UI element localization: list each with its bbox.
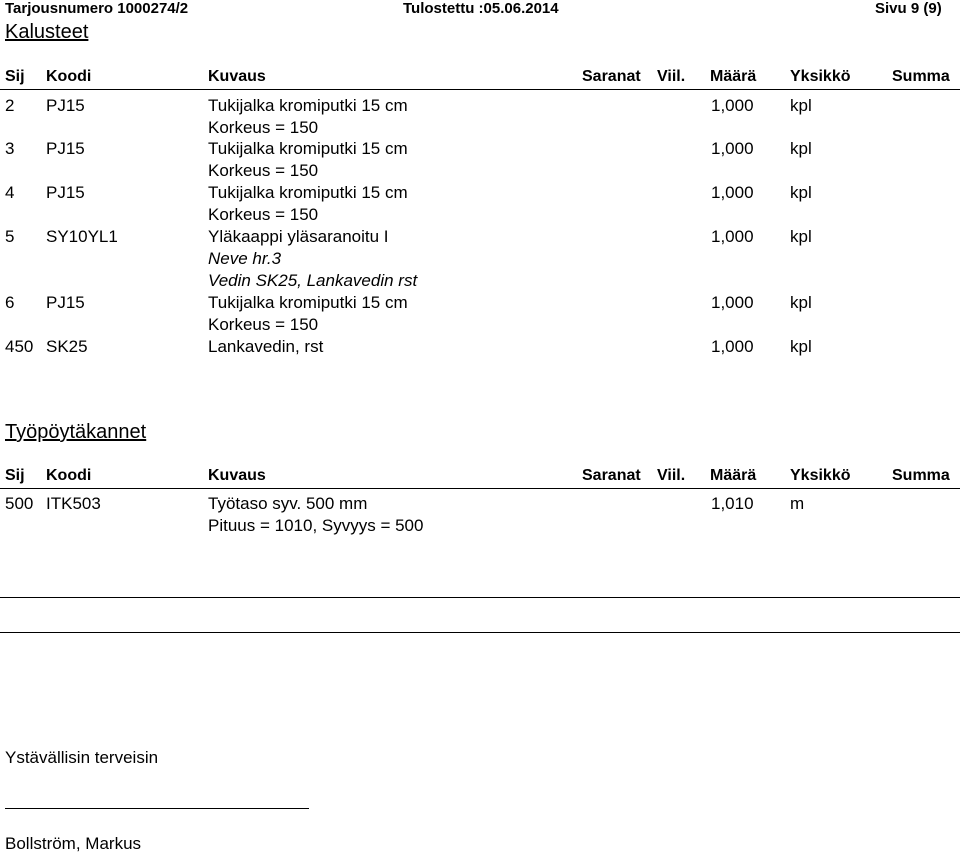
section-title-tyopoytakannet: Työpöytäkannet: [5, 421, 147, 443]
header-rule: [0, 89, 960, 90]
row-koodi: PJ15: [46, 96, 85, 115]
signature-line: [5, 808, 309, 809]
row-yksikko: kpl: [790, 293, 812, 312]
row-kuvaus: Tukijalka kromiputki 15 cm: [208, 96, 408, 115]
totals-rule-top: [0, 597, 960, 598]
row-maara: 1,000: [711, 337, 754, 356]
row-yksikko: kpl: [790, 227, 812, 246]
row-maara: 1,000: [711, 183, 754, 202]
row-sij: 3: [5, 139, 15, 158]
col-sij: Sij: [5, 467, 25, 484]
row-kuvaus: Työtaso syv. 500 mm: [208, 494, 368, 513]
row-yksikko: kpl: [790, 183, 812, 202]
col-summa: Summa: [892, 467, 950, 484]
row-yksikko: kpl: [790, 96, 812, 115]
page-number: Sivu 9 (9): [875, 0, 942, 17]
row-maara: 1,000: [711, 293, 754, 312]
row-sij: 450: [5, 337, 34, 356]
row-yksikko: m: [790, 494, 805, 513]
row-maara: 1,000: [711, 227, 754, 246]
col-saranat: Saranat: [582, 68, 641, 85]
col-koodi: Koodi: [46, 68, 92, 85]
row-detail: Korkeus = 150: [208, 161, 319, 180]
greeting: Ystävällisin terveisin: [5, 748, 159, 767]
col-koodi: Koodi: [46, 467, 92, 484]
col-viil: Viil.: [657, 68, 686, 85]
totals-rule-bottom: [0, 632, 960, 633]
row-kuvaus: Lankavedin, rst: [208, 337, 324, 356]
row-kuvaus: Tukijalka kromiputki 15 cm: [208, 293, 408, 312]
offer-number: Tarjousnumero 1000274/2: [5, 0, 189, 17]
col-yksikko: Yksikkö: [790, 68, 851, 85]
col-maara: Määrä: [710, 467, 757, 484]
col-yksikko: Yksikkö: [790, 467, 851, 484]
row-sij: 6: [5, 293, 15, 312]
row-detail: Pituus = 1010, Syvyys = 500: [208, 516, 424, 535]
row-yksikko: kpl: [790, 337, 812, 356]
row-koodi: PJ15: [46, 293, 85, 312]
row-koodi: SK25: [46, 337, 88, 356]
col-maara: Määrä: [710, 68, 757, 85]
row-kuvaus: Yläkaappi yläsaranoitu I: [208, 227, 389, 246]
print-date: Tulostettu :05.06.2014: [403, 0, 559, 17]
row-kuvaus: Tukijalka kromiputki 15 cm: [208, 183, 408, 202]
row-maara: 1,000: [711, 139, 754, 158]
row-detail: Vedin SK25, Lankavedin rst: [208, 271, 418, 290]
col-summa: Summa: [892, 68, 950, 85]
row-kuvaus: Tukijalka kromiputki 15 cm: [208, 139, 408, 158]
row-detail: Korkeus = 150: [208, 118, 319, 137]
row-sij: 4: [5, 183, 15, 202]
header-rule: [0, 488, 960, 489]
row-detail: Korkeus = 150: [208, 315, 319, 334]
signer-name: Bollström, Markus: [5, 834, 142, 853]
col-saranat: Saranat: [582, 467, 641, 484]
row-sij: 5: [5, 227, 15, 246]
row-koodi: PJ15: [46, 183, 85, 202]
row-maara: 1,000: [711, 96, 754, 115]
row-yksikko: kpl: [790, 139, 812, 158]
col-sij: Sij: [5, 68, 25, 85]
row-sij: 500: [5, 494, 34, 513]
section-title-kalusteet: Kalusteet: [5, 21, 89, 43]
row-maara: 1,010: [711, 494, 754, 513]
row-detail: Neve hr.3: [208, 249, 282, 268]
row-sij: 2: [5, 96, 15, 115]
col-kuvaus: Kuvaus: [208, 68, 266, 85]
col-kuvaus: Kuvaus: [208, 467, 266, 484]
row-koodi: SY10YL1: [46, 227, 118, 246]
col-viil: Viil.: [657, 467, 686, 484]
row-detail: Korkeus = 150: [208, 205, 319, 224]
row-koodi: ITK503: [46, 494, 101, 513]
row-koodi: PJ15: [46, 139, 85, 158]
